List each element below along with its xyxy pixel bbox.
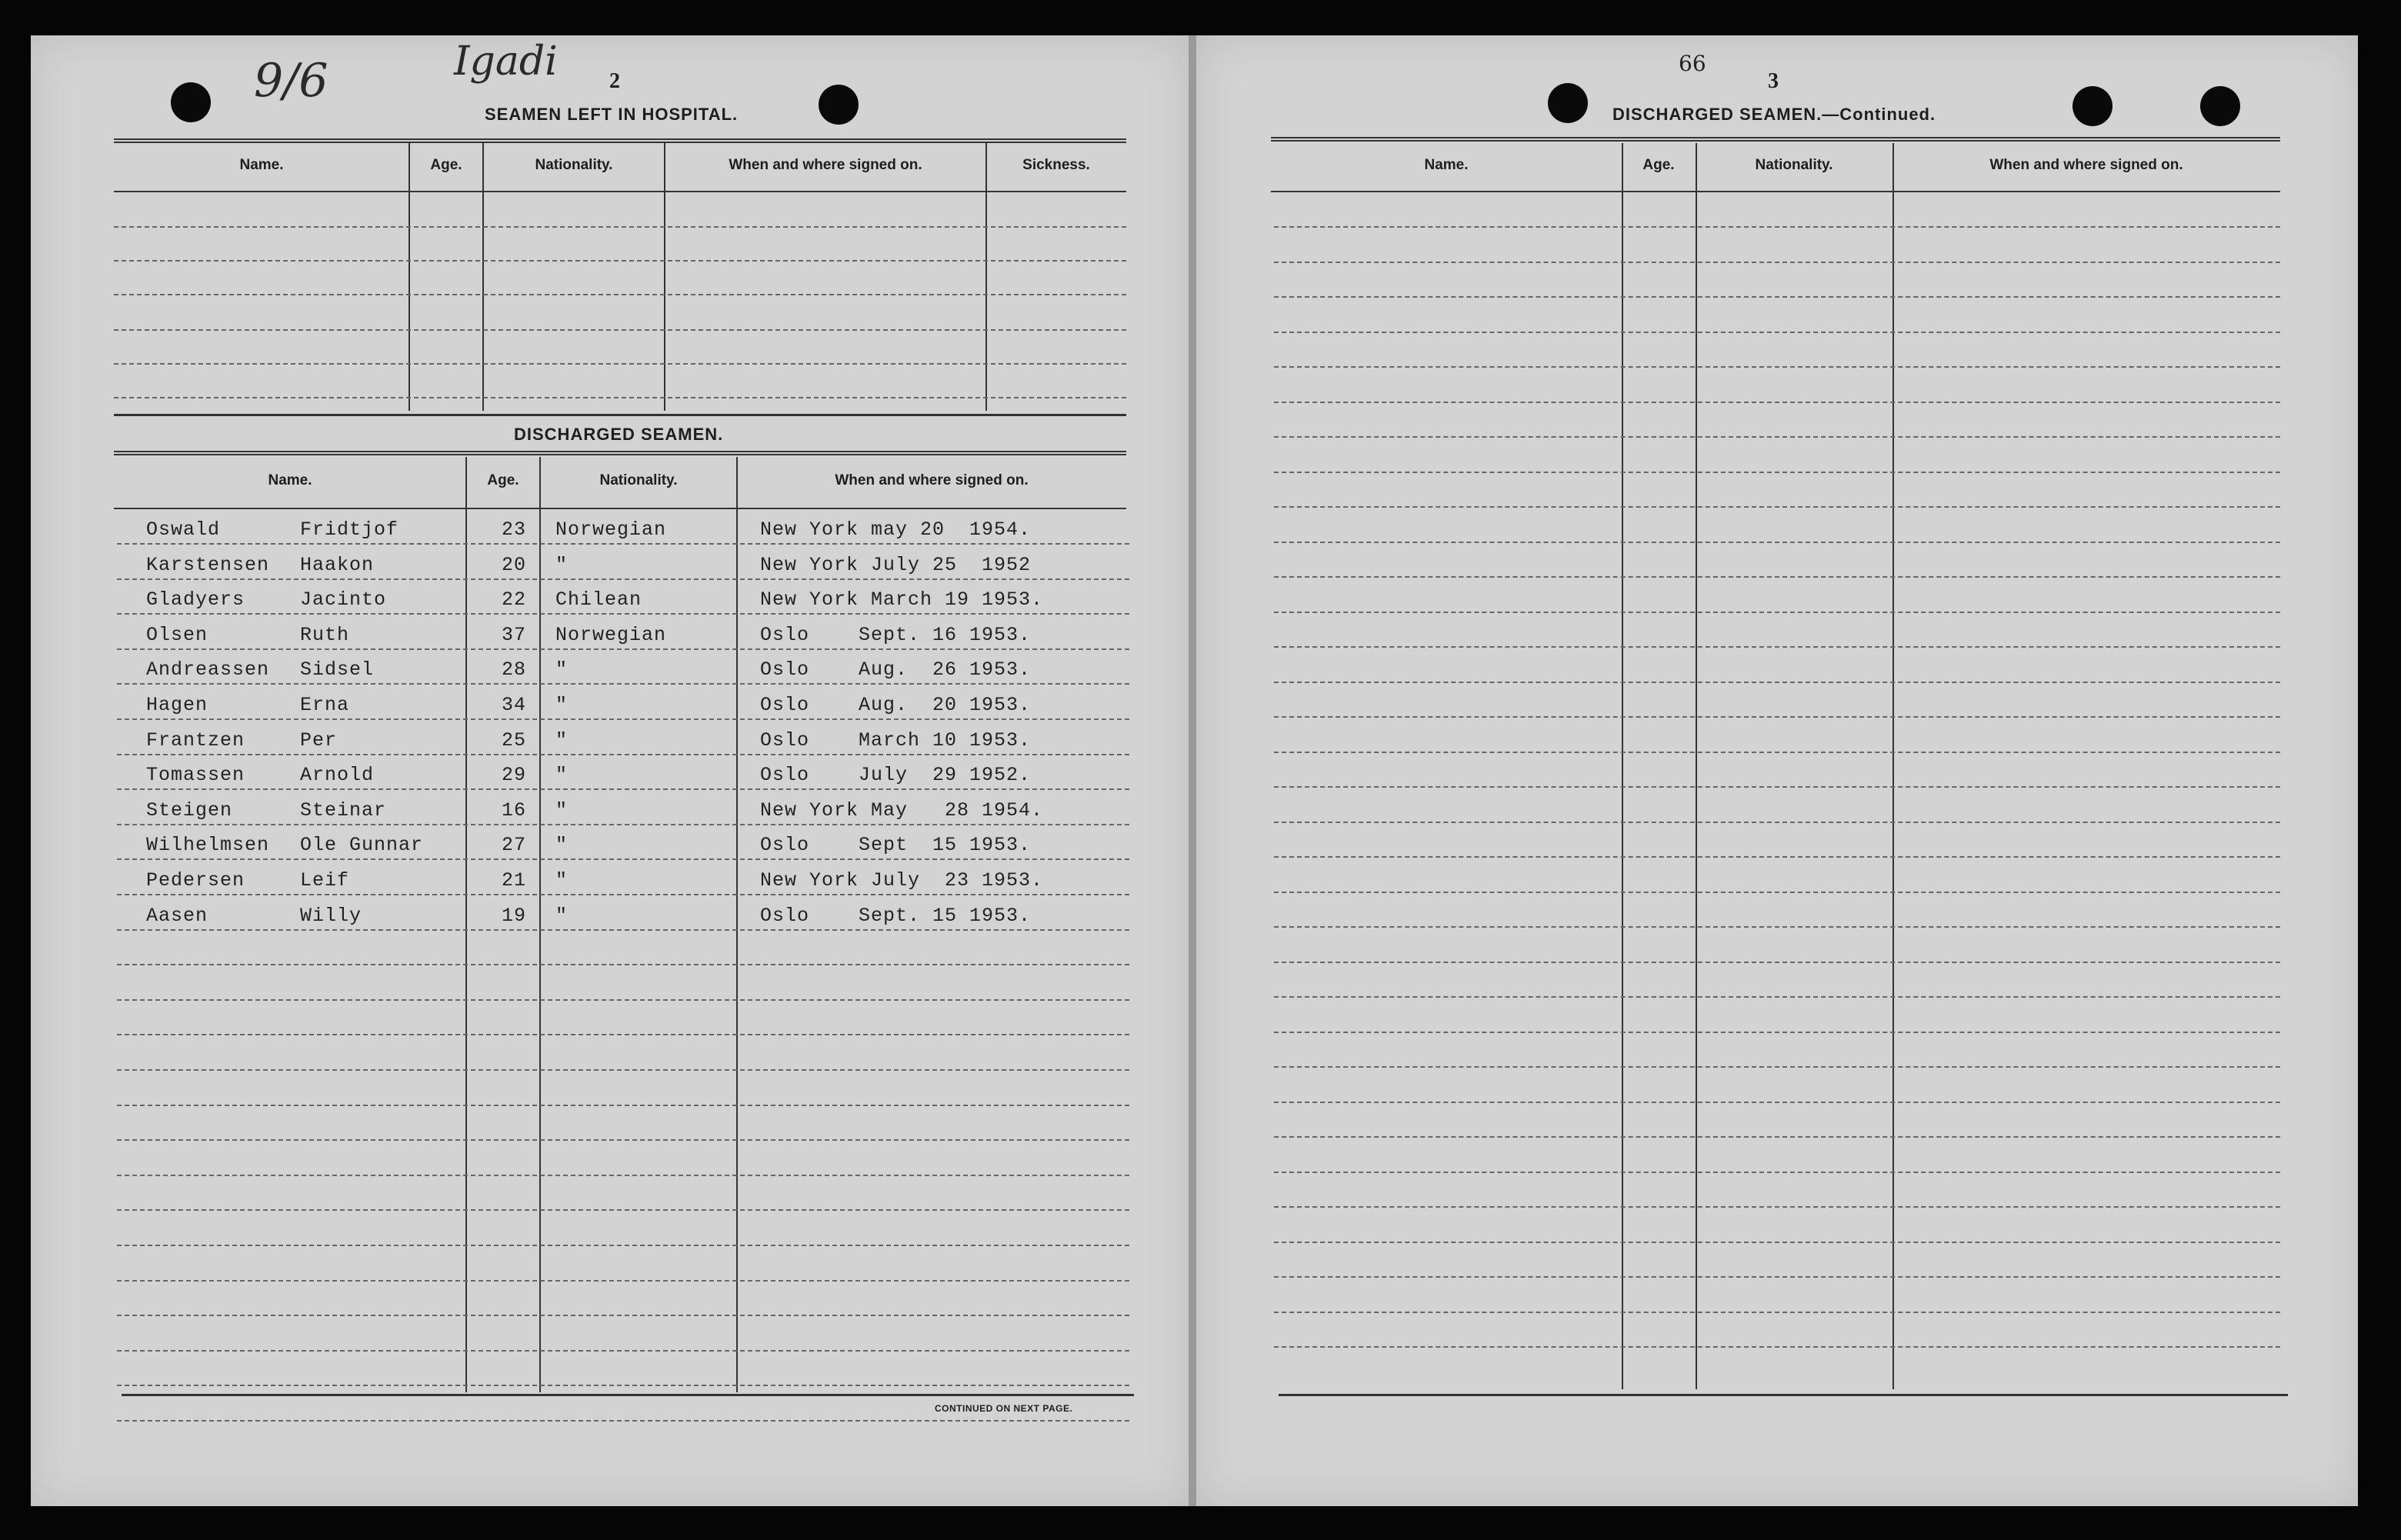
handwritten-mark: 9/6	[254, 54, 328, 108]
entry-line	[1274, 682, 2280, 683]
entry-line	[117, 613, 1129, 615]
row-nationality: "	[555, 869, 569, 892]
entry-line	[117, 648, 1129, 650]
entry-line	[1274, 716, 2280, 718]
entry-line	[117, 1315, 1129, 1316]
entry-line	[1274, 1312, 2280, 1313]
entry-line	[1274, 506, 2280, 508]
table-rule	[114, 138, 1126, 143]
column-header: Age.	[430, 157, 462, 173]
row-given: Ole Gunnar	[300, 834, 424, 856]
column-header: Nationality.	[599, 472, 678, 488]
entry-line	[117, 578, 1129, 580]
entry-line	[1274, 1172, 2280, 1173]
column-header: When and where signed on.	[1989, 157, 2183, 173]
row-surname: Tomassen	[146, 764, 245, 786]
entry-line	[1274, 436, 2280, 438]
row-signed-on: New York May 28 1954.	[760, 799, 1044, 822]
row-age: 16	[502, 799, 527, 822]
row-nationality: "	[555, 729, 569, 752]
punch-hole	[819, 85, 859, 125]
entry-line	[1274, 1032, 2280, 1033]
entry-line	[117, 754, 1129, 755]
entry-line	[117, 964, 1129, 965]
column-header: Name.	[268, 472, 312, 488]
entry-line	[1274, 892, 2280, 893]
row-surname: Aasen	[146, 905, 208, 927]
row-signed-on: Oslo July 29 1952.	[760, 764, 1032, 786]
table-rule	[114, 451, 1126, 455]
entry-line	[114, 294, 1126, 295]
entry-line	[1274, 262, 2280, 263]
row-nationality: Norwegian	[555, 518, 667, 541]
row-nationality: "	[555, 658, 569, 681]
column-divider	[482, 143, 484, 411]
entry-line	[1274, 402, 2280, 403]
entry-line	[117, 1069, 1129, 1071]
row-age: 34	[502, 694, 527, 716]
row-age: 19	[502, 905, 527, 927]
entry-line	[117, 1280, 1129, 1282]
entry-line	[1274, 962, 2280, 963]
punch-hole	[1548, 83, 1588, 123]
entry-line	[1274, 1102, 2280, 1103]
entry-line	[117, 718, 1129, 720]
entry-line	[117, 1139, 1129, 1141]
row-signed-on: Oslo Sept 15 1953.	[760, 834, 1032, 856]
row-signed-on: Oslo Sept. 16 1953.	[760, 624, 1032, 646]
entry-line	[1274, 1136, 2280, 1138]
table-rule	[114, 191, 1126, 192]
discharged-section-title: DISCHARGED SEAMEN.	[514, 425, 724, 444]
column-header: Age.	[1642, 157, 1675, 173]
entry-line	[1274, 926, 2280, 928]
handwritten-mark: 66	[1679, 51, 1706, 76]
row-surname: Steigen	[146, 799, 233, 822]
row-given: Jacinto	[300, 588, 387, 611]
row-signed-on: Oslo Aug. 26 1953.	[760, 658, 1032, 681]
entry-line	[1274, 1206, 2280, 1208]
column-header: Nationality.	[535, 157, 613, 173]
right-page	[1196, 35, 2358, 1506]
column-divider	[539, 457, 541, 1392]
row-nationality: "	[555, 834, 569, 856]
row-surname: Oswald	[146, 518, 221, 541]
table-rule	[122, 1394, 1134, 1396]
row-signed-on: Oslo March 10 1953.	[760, 729, 1032, 752]
row-surname: Karstensen	[146, 554, 270, 576]
entry-line	[117, 788, 1129, 790]
entry-line	[117, 1034, 1129, 1035]
row-given: Per	[300, 729, 338, 752]
page-number: 3	[1768, 69, 1779, 93]
entry-line	[117, 1105, 1129, 1106]
row-surname: Andreassen	[146, 658, 270, 681]
row-surname: Frantzen	[146, 729, 245, 752]
row-signed-on: Oslo Aug. 20 1953.	[760, 694, 1032, 716]
row-surname: Hagen	[146, 694, 208, 716]
entry-line	[1274, 752, 2280, 753]
entry-line	[114, 363, 1126, 365]
entry-line	[1274, 576, 2280, 578]
entry-line	[1274, 646, 2280, 648]
table-rule	[114, 508, 1126, 509]
entry-line	[114, 329, 1126, 331]
row-signed-on: New York March 19 1953.	[760, 588, 1044, 611]
row-age: 29	[502, 764, 527, 786]
row-nationality: "	[555, 905, 569, 927]
column-divider	[664, 143, 665, 411]
entry-line	[114, 397, 1126, 398]
entry-line	[117, 1209, 1129, 1211]
entry-line	[1274, 366, 2280, 368]
row-surname: Pedersen	[146, 869, 245, 892]
row-age: 20	[502, 554, 527, 576]
column-header: Name.	[1424, 157, 1469, 173]
entry-line	[1274, 542, 2280, 543]
entry-line	[117, 894, 1129, 895]
column-header: When and where signed on.	[729, 157, 922, 173]
entry-line	[117, 1350, 1129, 1352]
column-header: Nationality.	[1755, 157, 1833, 173]
column-divider	[1622, 143, 1623, 1389]
entry-line	[117, 1245, 1129, 1246]
right-section-title: DISCHARGED SEAMEN.—Continued.	[1612, 105, 1936, 124]
row-surname: Wilhelmsen	[146, 834, 270, 856]
entry-line	[117, 858, 1129, 860]
column-divider	[1696, 143, 1697, 1389]
column-header: Name.	[239, 157, 284, 173]
entry-line	[117, 683, 1129, 685]
entry-line	[117, 999, 1129, 1001]
entry-line	[1274, 822, 2280, 823]
row-age: 28	[502, 658, 527, 681]
row-given: Steinar	[300, 799, 387, 822]
punch-hole	[2073, 86, 2113, 126]
row-age: 37	[502, 624, 527, 646]
column-divider	[1892, 143, 1894, 1389]
entry-line	[117, 543, 1129, 545]
row-nationality: "	[555, 694, 569, 716]
column-header: When and where signed on.	[835, 472, 1029, 488]
row-surname: Olsen	[146, 624, 208, 646]
row-age: 27	[502, 834, 527, 856]
row-given: Leif	[300, 869, 350, 892]
entry-line	[117, 1420, 1129, 1422]
column-divider	[465, 457, 467, 1392]
column-divider	[736, 457, 738, 1392]
entry-line	[117, 1175, 1129, 1176]
row-given: Willy	[300, 905, 362, 927]
entry-line	[1274, 786, 2280, 788]
row-surname: Gladyers	[146, 588, 245, 611]
entry-line	[1274, 996, 2280, 998]
row-age: 21	[502, 869, 527, 892]
column-divider	[409, 143, 410, 411]
row-nationality: "	[555, 764, 569, 786]
entry-line	[1274, 612, 2280, 613]
page-number: 2	[609, 69, 620, 93]
entry-line	[1274, 1242, 2280, 1243]
row-given: Fridtjof	[300, 518, 399, 541]
table-rule	[114, 414, 1126, 416]
column-divider	[985, 143, 987, 411]
table-rule	[1271, 137, 2280, 142]
entry-line	[117, 824, 1129, 825]
row-given: Ruth	[300, 624, 350, 646]
entry-line	[117, 929, 1129, 931]
entry-line	[1274, 226, 2280, 228]
row-given: Haakon	[300, 554, 375, 576]
entry-line	[1274, 856, 2280, 858]
row-age: 22	[502, 588, 527, 611]
entry-line	[1274, 472, 2280, 473]
punch-hole	[171, 82, 211, 122]
hospital-section-title: SEAMEN LEFT IN HOSPITAL.	[485, 105, 739, 124]
row-signed-on: New York may 20 1954.	[760, 518, 1032, 541]
row-nationality: Norwegian	[555, 624, 667, 646]
handwritten-note: Igadi	[454, 38, 558, 85]
entry-line	[114, 260, 1126, 262]
table-rule	[1279, 1394, 2288, 1396]
row-signed-on: Oslo Sept. 15 1953.	[760, 905, 1032, 927]
page-gutter	[1189, 35, 1196, 1506]
row-nationality: "	[555, 799, 569, 822]
entry-line	[1274, 332, 2280, 333]
column-header: Sickness.	[1022, 157, 1090, 173]
row-given: Sidsel	[300, 658, 375, 681]
row-signed-on: New York July 23 1953.	[760, 869, 1044, 892]
table-rule	[1271, 191, 2280, 192]
entry-line	[1274, 1066, 2280, 1068]
punch-hole	[2200, 86, 2240, 126]
row-age: 23	[502, 518, 527, 541]
entry-line	[1274, 1276, 2280, 1278]
row-nationality: Chilean	[555, 588, 642, 611]
row-signed-on: New York July 25 1952	[760, 554, 1032, 576]
row-nationality: "	[555, 554, 569, 576]
row-given: Arnold	[300, 764, 375, 786]
row-age: 25	[502, 729, 527, 752]
entry-line	[114, 226, 1126, 228]
continued-note: CONTINUED ON NEXT PAGE.	[935, 1403, 1073, 1414]
entry-line	[1274, 1346, 2280, 1348]
column-header: Age.	[487, 472, 519, 488]
row-given: Erna	[300, 694, 350, 716]
entry-line	[1274, 296, 2280, 298]
entry-line	[117, 1385, 1129, 1386]
